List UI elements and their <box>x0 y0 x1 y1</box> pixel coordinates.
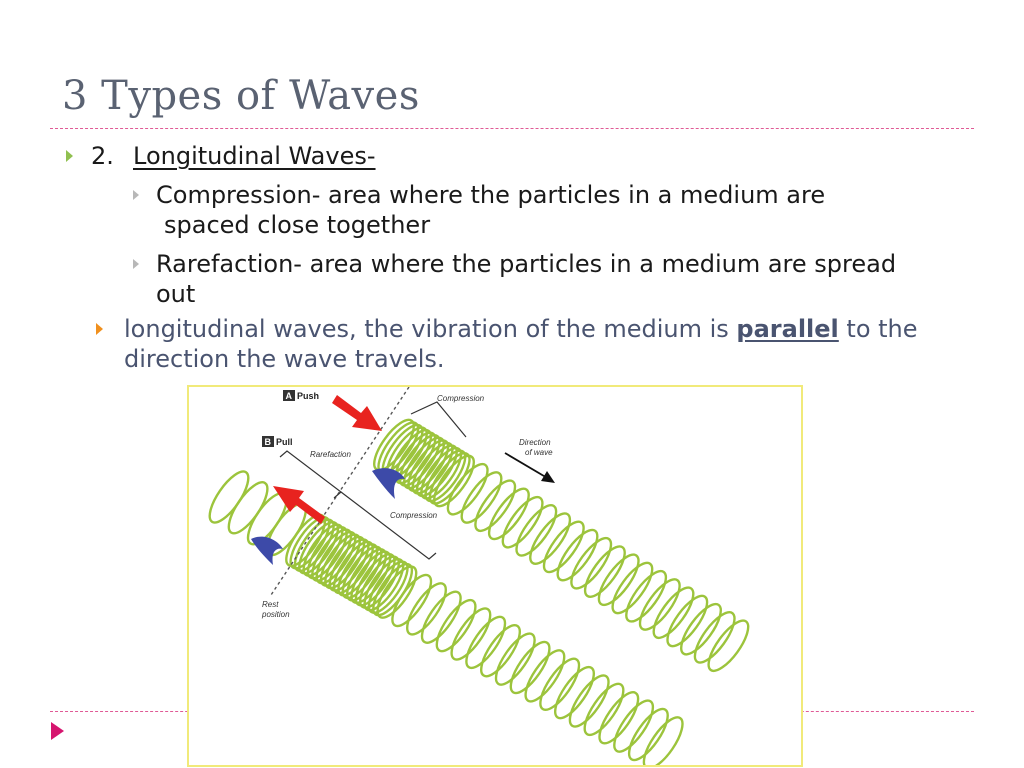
rest-label-line2: position <box>262 610 290 619</box>
rarefaction-label: Rarefaction <box>310 450 351 459</box>
push-arrow-icon <box>332 395 382 431</box>
item-number: 2. <box>91 142 114 170</box>
parallel-statement-line2: direction the wave travels. <box>124 345 445 373</box>
longitudinal-heading: Longitudinal Waves- <box>133 142 376 170</box>
spring-diagram <box>189 387 801 765</box>
compression-label-top: Compression <box>437 394 485 403</box>
sub-bullet-icon <box>133 259 139 269</box>
direction-label-line2: of wave <box>525 448 553 457</box>
parallel-statement-text: longitudinal waves, the vibration of the medium is <box>124 315 737 343</box>
coil-loop <box>203 466 255 528</box>
compression-definition-line2: spaced close together <box>164 211 431 239</box>
rarefaction-definition-line1: Rarefaction- area where the particles in a medium are spread <box>156 250 897 278</box>
label-a-text: Push <box>297 391 320 401</box>
bullet-arrow-icon <box>96 323 103 335</box>
bullet-arrow-icon <box>66 150 73 162</box>
longitudinal-wave-figure <box>187 385 803 767</box>
slide-corner-mark-icon <box>51 722 64 740</box>
rarefaction-definition-line2: out <box>156 280 196 308</box>
parallel-statement-line1 <box>124 314 918 344</box>
sub-bullet-icon <box>133 190 139 200</box>
compression-label-bottom: Compression <box>390 511 438 520</box>
top-spring-coils <box>367 414 754 676</box>
compression-definition-line1: Compression- area where the particles in a medium are <box>156 181 826 209</box>
coil-loop <box>222 477 274 539</box>
slide-title: 3 Types of Waves <box>62 73 420 119</box>
direction-arrowhead-icon <box>541 471 555 483</box>
label-b-letter: B <box>264 437 271 447</box>
label-a-letter: A <box>285 391 292 401</box>
parallel-statement-tail: to the <box>838 315 918 343</box>
rest-label-line1: Rest <box>262 600 279 609</box>
title-divider <box>50 128 974 129</box>
label-b-text: Pull <box>276 437 293 447</box>
direction-label-line1: Direction <box>519 438 551 447</box>
hand-icon <box>251 537 283 565</box>
parallel-emphasis: parallel <box>736 315 839 343</box>
